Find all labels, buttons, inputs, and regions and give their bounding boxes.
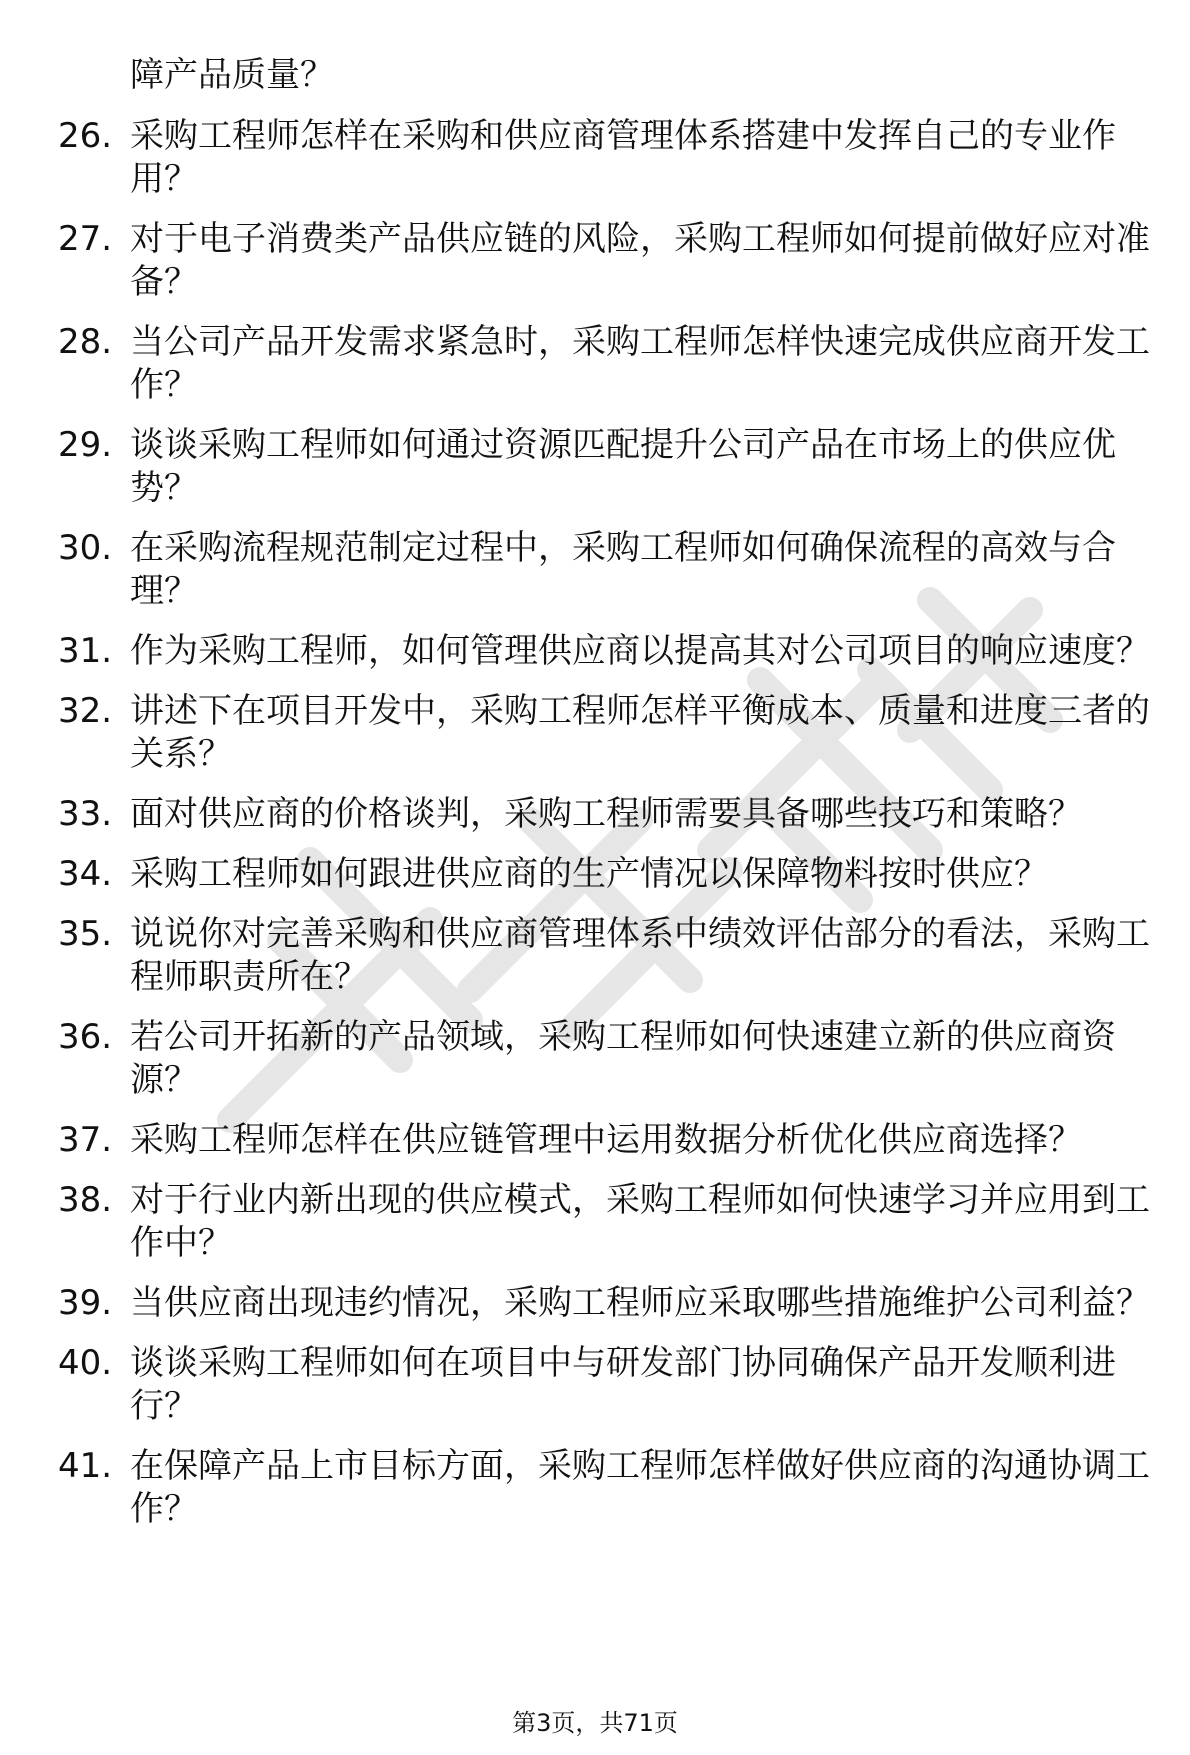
question-item	[0, 527, 1190, 613]
question-text: 采购工程师怎样在采购和供应商管理体系搭建中发挥自己的专业作用？	[130, 116, 1116, 199]
question-number: 40.	[58, 1343, 113, 1383]
question-text: 在采购流程规范制定过程中，采购工程师如何确保流程的高效与合理？	[130, 528, 1116, 611]
question-item	[0, 1119, 1190, 1162]
question-text: 若公司开拓新的产品领域，采购工程师如何快速建立新的供应商资源？	[130, 1017, 1116, 1100]
question-number: 41.	[58, 1446, 113, 1486]
continuation-text: 障产品质量？	[130, 55, 334, 95]
question-number: 37.	[58, 1120, 113, 1160]
question-item	[0, 1179, 1190, 1265]
question-item	[0, 853, 1190, 896]
question-list	[0, 115, 1190, 1548]
question-text: 说说你对完善采购和供应商管理体系中绩效评估部分的看法，采购工程师职责所在？	[130, 914, 1150, 997]
question-item	[0, 1445, 1190, 1531]
question-number: 33.	[58, 794, 113, 834]
question-item	[0, 218, 1190, 304]
question-item	[0, 321, 1190, 407]
question-text: 采购工程师如何跟进供应商的生产情况以保障物料按时供应？	[130, 854, 1048, 894]
question-item	[0, 630, 1190, 673]
question-item	[0, 1282, 1190, 1325]
question-text: 在保障产品上市目标方面，采购工程师怎样做好供应商的沟通协调工作？	[130, 1446, 1150, 1529]
question-number: 26.	[58, 116, 113, 156]
question-text: 作为采购工程师，如何管理供应商以提高其对公司项目的响应速度？	[130, 631, 1150, 671]
question-number: 32.	[58, 691, 113, 731]
question-number: 35.	[58, 914, 113, 954]
page-number-label: 第3页，共71页	[512, 1709, 678, 1737]
question-item	[0, 690, 1190, 776]
question-number: 30.	[58, 528, 113, 568]
page-footer	[0, 1708, 1190, 1738]
question-item	[0, 1016, 1190, 1102]
question-number: 29.	[58, 425, 113, 465]
question-number: 39.	[58, 1283, 113, 1323]
question-text: 谈谈采购工程师如何通过资源匹配提升公司产品在市场上的供应优势？	[130, 425, 1116, 508]
question-text: 当供应商出现违约情况，采购工程师应采取哪些措施维护公司利益？	[130, 1283, 1150, 1323]
question-number: 31.	[58, 631, 113, 671]
question-text: 谈谈采购工程师如何在项目中与研发部门协同确保产品开发顺利进行？	[130, 1343, 1116, 1426]
question-number: 27.	[58, 219, 113, 259]
question-number: 36.	[58, 1017, 113, 1057]
question-text: 对于行业内新出现的供应模式，采购工程师如何快速学习并应用到工作中？	[130, 1180, 1150, 1263]
question-item	[0, 793, 1190, 836]
question-number: 34.	[58, 854, 113, 894]
question-text: 面对供应商的价格谈判，采购工程师需要具备哪些技巧和策略？	[130, 794, 1082, 834]
question-item	[0, 424, 1190, 510]
question-text: 采购工程师怎样在供应链管理中运用数据分析优化供应商选择？	[130, 1120, 1082, 1160]
question-text: 讲述下在项目开发中，采购工程师怎样平衡成本、质量和进度三者的关系？	[130, 691, 1150, 774]
question-item	[0, 1342, 1190, 1428]
question-text: 对于电子消费类产品供应链的风险，采购工程师如何提前做好应对准备？	[130, 219, 1150, 302]
question-item	[0, 913, 1190, 999]
question-item	[0, 115, 1190, 201]
question-number: 38.	[58, 1180, 113, 1220]
question-text: 当公司产品开发需求紧急时，采购工程师怎样快速完成供应商开发工作？	[130, 322, 1150, 405]
question-number: 28.	[58, 322, 113, 362]
